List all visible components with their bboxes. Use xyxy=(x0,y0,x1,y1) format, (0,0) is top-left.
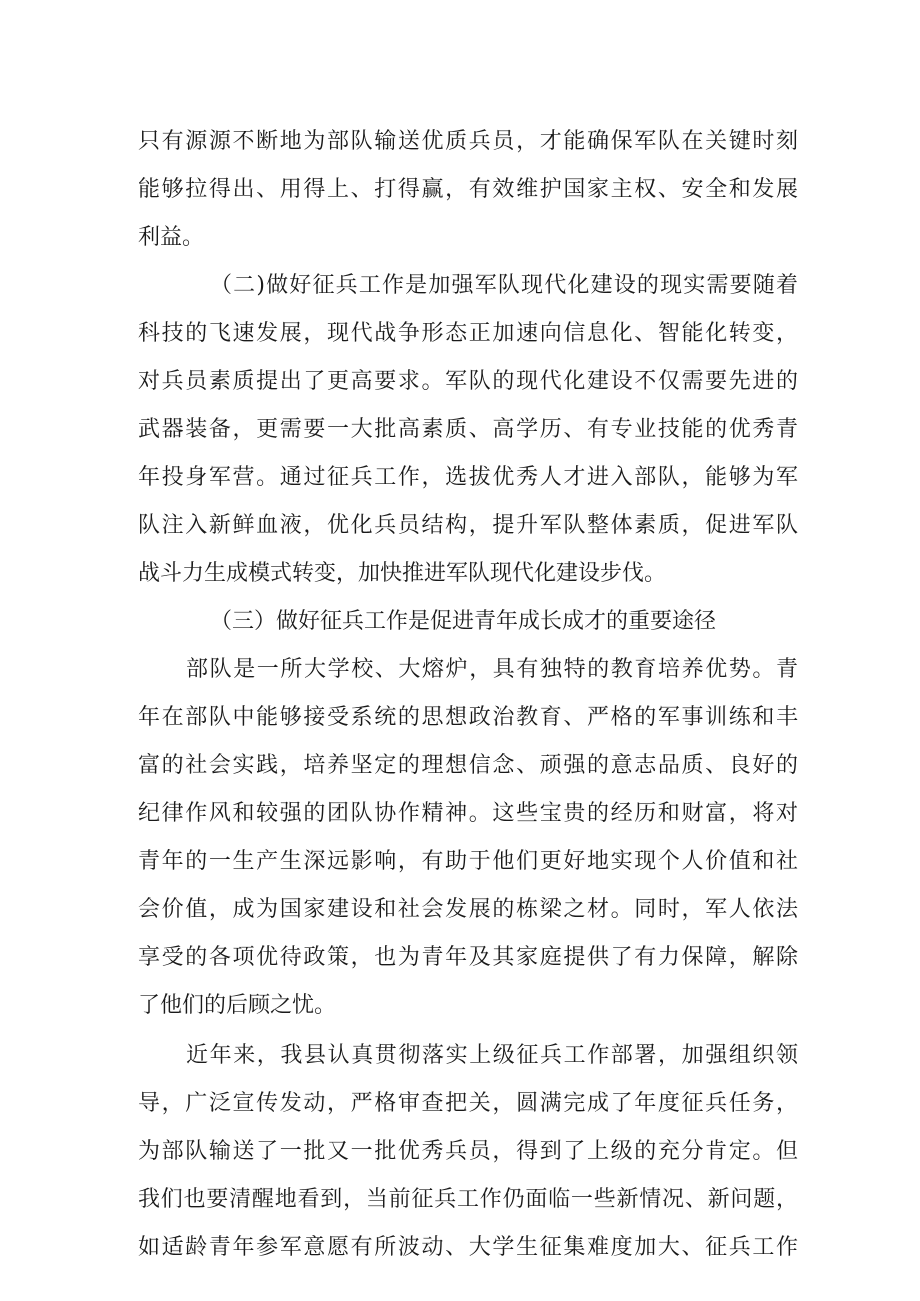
paragraph-line: 如适龄青年参军意愿有所波动、大学生征集难度加大、征兵工作 xyxy=(138,1235,798,1260)
paragraph-line: 部队是一所大学校、大熔炉，具有独特的教育培养优势。青 xyxy=(186,657,798,682)
paragraph-line: 能够拉得出、用得上、打得赢，有效维护国家主权、安全和发展 xyxy=(138,177,798,202)
paragraph-line: 武器装备，更需要一大批高素质、高学历、有专业技能的优秀青 xyxy=(138,417,798,442)
paragraph-line: 只有源源不断地为部队输送优质兵员，才能确保军队在关键时刻 xyxy=(138,129,798,154)
paragraph-line: 战斗力生成模式转变，加快推进军队现代化建设步伐。 xyxy=(138,561,667,586)
paragraph-line: 为部队输送了一批又一批优秀兵员，得到了上级的充分肯定。但 xyxy=(138,1139,798,1164)
paragraph-line: 享受的各项优待政策，也为青年及其家庭提供了有力保障，解除 xyxy=(138,945,798,970)
section-heading-2: （二)做好征兵工作是加强军队现代化建设的现实需要随着 xyxy=(210,273,798,298)
paragraph-line: 纪律作风和较强的团队协作精神。这些宝贵的经历和财富，将对 xyxy=(138,801,798,826)
paragraph-line: 了他们的后顾之忧。 xyxy=(138,993,337,1018)
paragraph-line: 近年来，我县认真贯彻落实上级征兵工作部署，加强组织领 xyxy=(186,1043,798,1068)
paragraph-line: 导，广泛宣传发动，严格审查把关，圆满完成了年度征兵任务， xyxy=(138,1091,798,1116)
paragraph-line: 对兵员素质提出了更高要求。军队的现代化建设不仅需要先进的 xyxy=(138,369,798,394)
paragraph-line: 年投身军营。通过征兵工作，选拔优秀人才进入部队，能够为军 xyxy=(138,465,798,490)
paragraph-line: 队注入新鲜血液，优化兵员结构，提升军队整体素质，促进军队 xyxy=(138,513,798,538)
paragraph-line: 会价值，成为国家建设和社会发展的栋梁之材。同时，军人依法 xyxy=(138,897,798,922)
paragraph-line: 科技的飞速发展，现代战争形态正加速向信息化、智能化转变， xyxy=(138,321,798,346)
paragraph-line: 利益。 xyxy=(138,225,205,250)
document-body xyxy=(138,118,798,1272)
paragraph-line: 青年的一生产生深远影响，有助于他们更好地实现个人价值和社 xyxy=(138,849,798,874)
paragraph-line: 富的社会实践，培养坚定的理想信念、顽强的意志品质、良好的 xyxy=(138,753,798,778)
paragraph-line: 年在部队中能够接受系统的思想政治教育、严格的军事训练和丰 xyxy=(138,705,798,730)
paragraph-line: 我们也要清醒地看到，当前征兵工作仍面临一些新情况、新问题， xyxy=(138,1187,798,1212)
section-heading-3: （三）做好征兵工作是促进青年成长成才的重要途径 xyxy=(210,609,717,634)
